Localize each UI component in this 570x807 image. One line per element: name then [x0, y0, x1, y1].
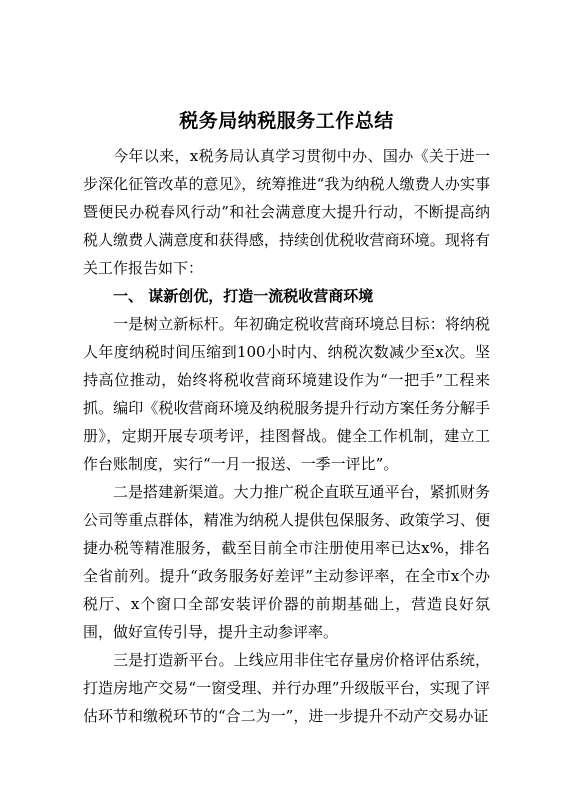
intro-paragraph: 今年以来，x税务局认真学习贯彻中办、国办《关于进一步深化征管改革的意见》，统筹推进“我为纳税人缴费人办实事暨便民办税春风行动”和社会满意度大提升行动，不断提高纳税人缴费人满意度和获得感，持续创优税收营商环境。现将有关工作报告如下：: [83, 147, 490, 277]
paragraph-2: 二是搭建新渠道。大力推广税企直联互通平台，紧抓财务公司等重点群体，精准为纳税人提供包保服务、政策学习、便捷办税等精准服务，截至目前全市注册使用率已达x%，排名全省前列。提升“政务服务好差评”主动参评率，在全市x个办税厅、x个窗口全部安装评价器的前期基础上，营造良好氛围，做好宣传引导，提升主动参评率。: [83, 483, 490, 641]
document-title: 税务局纳税服务工作总结: [179, 110, 394, 132]
paragraph-3: 三是打造新平台。上线应用非住宅存量房价格评估系统，打造房地产交易“一窗受理、并行办理”升级版平台，实现了评估环节和缴税环节的“合二为一”，进一步提升不动产交易办证: [83, 651, 490, 725]
paragraph-1: 一是树立新标杆。年初确定税收营商环境总目标：将纳税人年度纳税时间压缩到100小时内、纳税次数减少至x次。坚持高位推动，始终将税收营商环境建设作为“一把手”工程来抓。编印《税收营商环境及纳税服务提升行动方案任务分解手册》，定期开展专项考评，挂图督战。健全工作机制，建立工作台账制度，实行“一月一报送、一季一评比”。: [83, 315, 490, 473]
section-heading: 一、 谋新创优，打造一流税收营商环境: [113, 287, 374, 305]
